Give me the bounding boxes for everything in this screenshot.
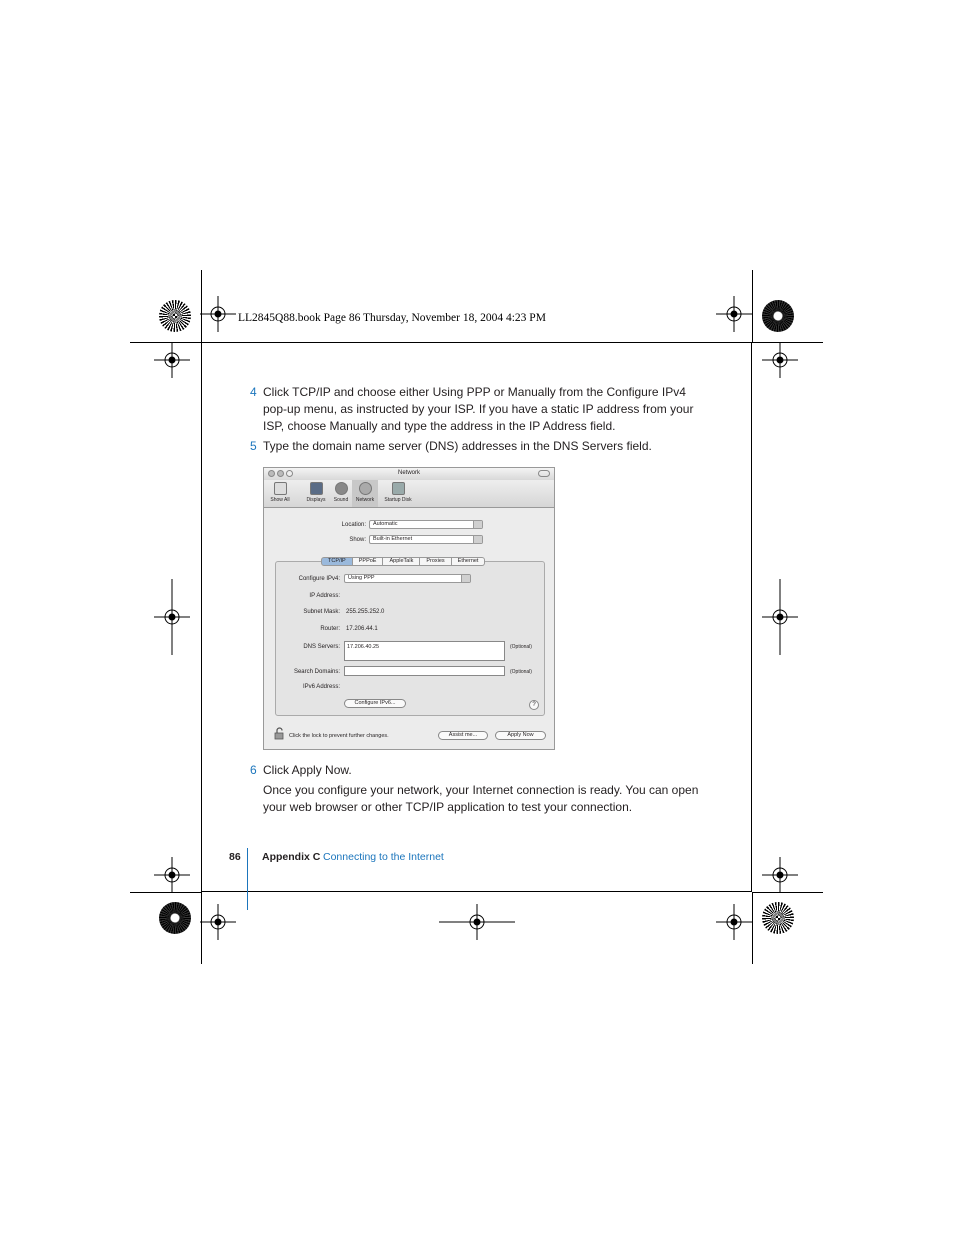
assist-me-button[interactable]: Assist me... — [438, 731, 488, 740]
appendix-title: Connecting to the Internet — [323, 851, 444, 863]
lock-message: Click the lock to prevent further changes. — [289, 733, 389, 739]
toolbar-displays[interactable]: Displays — [302, 482, 330, 503]
location-popup[interactable]: Automatic — [369, 520, 483, 529]
globe-icon — [359, 482, 372, 495]
show-label: Show: — [349, 537, 366, 543]
search-domains-label: Search Domains: — [293, 669, 340, 675]
step-text: Click Apply Now. — [263, 763, 352, 777]
configure-ipv4-label: Configure IPv4: — [298, 576, 340, 582]
router-label: Router: — [320, 626, 340, 632]
subnet-mask-label: Subnet Mask: — [303, 609, 340, 615]
toolbar-sound[interactable]: Sound — [330, 482, 352, 503]
apply-now-button[interactable]: Apply Now — [495, 731, 546, 740]
ipv6-address-label: IPv6 Address: — [302, 684, 340, 690]
dns-servers-field[interactable]: 17.206.40.25 — [344, 641, 505, 661]
step-6 — [250, 762, 720, 779]
step-4 — [250, 384, 720, 436]
toolbar-network[interactable]: Network — [352, 482, 378, 503]
step-number: 6 — [250, 763, 257, 777]
step-text: Click TCP/IP and choose either Using PPP or Manually from the Configure IPv4 pop-up menu, as instructed by your ISP. If you have a static IP address from your ISP, choose Manually and type the address in the IP Address field. — [263, 385, 694, 433]
step-5 — [250, 438, 720, 455]
footer-divider — [247, 848, 248, 910]
window-title: Network — [397, 470, 420, 476]
apple-icon — [274, 482, 287, 495]
step-number: 4 — [250, 385, 257, 399]
toolbar — [264, 480, 554, 508]
tab-pppoe[interactable]: PPPoE — [353, 557, 384, 566]
toolbar-toggle-icon[interactable] — [538, 470, 550, 477]
search-domains-field[interactable] — [344, 666, 505, 676]
configure-ipv6-button[interactable]: Configure IPv6... — [344, 699, 406, 708]
ip-address-label: IP Address: — [309, 593, 340, 599]
help-button[interactable]: ? — [529, 700, 539, 710]
subnet-mask-value: 255.255.252.0 — [346, 609, 385, 615]
toolbar-show-all[interactable]: Show All — [267, 482, 293, 503]
router-value: 17.206.44.1 — [346, 626, 378, 632]
step-text: Type the domain name server (DNS) addresses in the DNS Servers field. — [263, 439, 652, 453]
disk-icon — [392, 482, 405, 495]
appendix-label: Appendix C — [262, 851, 321, 863]
lock-icon[interactable] — [274, 727, 285, 740]
stepper-icon — [473, 521, 482, 528]
tab-tcpip[interactable]: TCP/IP — [321, 557, 353, 566]
book-slug: LL2845Q88.book Page 86 Thursday, November 18, 2004 4:23 PM — [238, 312, 546, 324]
tab-bar — [321, 557, 485, 566]
tab-appletalk[interactable]: AppleTalk — [383, 557, 420, 566]
display-icon — [310, 482, 323, 495]
optional-label: (Optional) — [510, 669, 532, 675]
tab-ethernet[interactable]: Ethernet — [452, 557, 486, 566]
dns-servers-label: DNS Servers: — [303, 644, 340, 650]
stepper-icon — [461, 575, 470, 582]
speaker-icon — [335, 482, 348, 495]
page-number: 86 — [229, 851, 241, 863]
closing-paragraph: Once you configure your network, your Internet connection is ready. You can open your web browser or other TCP/IP application to test your connection. — [263, 783, 699, 814]
step-number: 5 — [250, 439, 257, 453]
configure-ipv4-popup[interactable]: Using PPP — [344, 574, 471, 583]
tab-proxies[interactable]: Proxies — [420, 557, 451, 566]
stepper-icon — [473, 536, 482, 543]
network-preferences-window — [263, 467, 555, 750]
tcpip-panel — [275, 561, 545, 716]
location-label: Location: — [341, 522, 366, 528]
optional-label: (Optional) — [510, 644, 532, 650]
show-popup[interactable]: Built-in Ethernet — [369, 535, 483, 544]
toolbar-startup-disk[interactable]: Startup Disk — [380, 482, 416, 503]
